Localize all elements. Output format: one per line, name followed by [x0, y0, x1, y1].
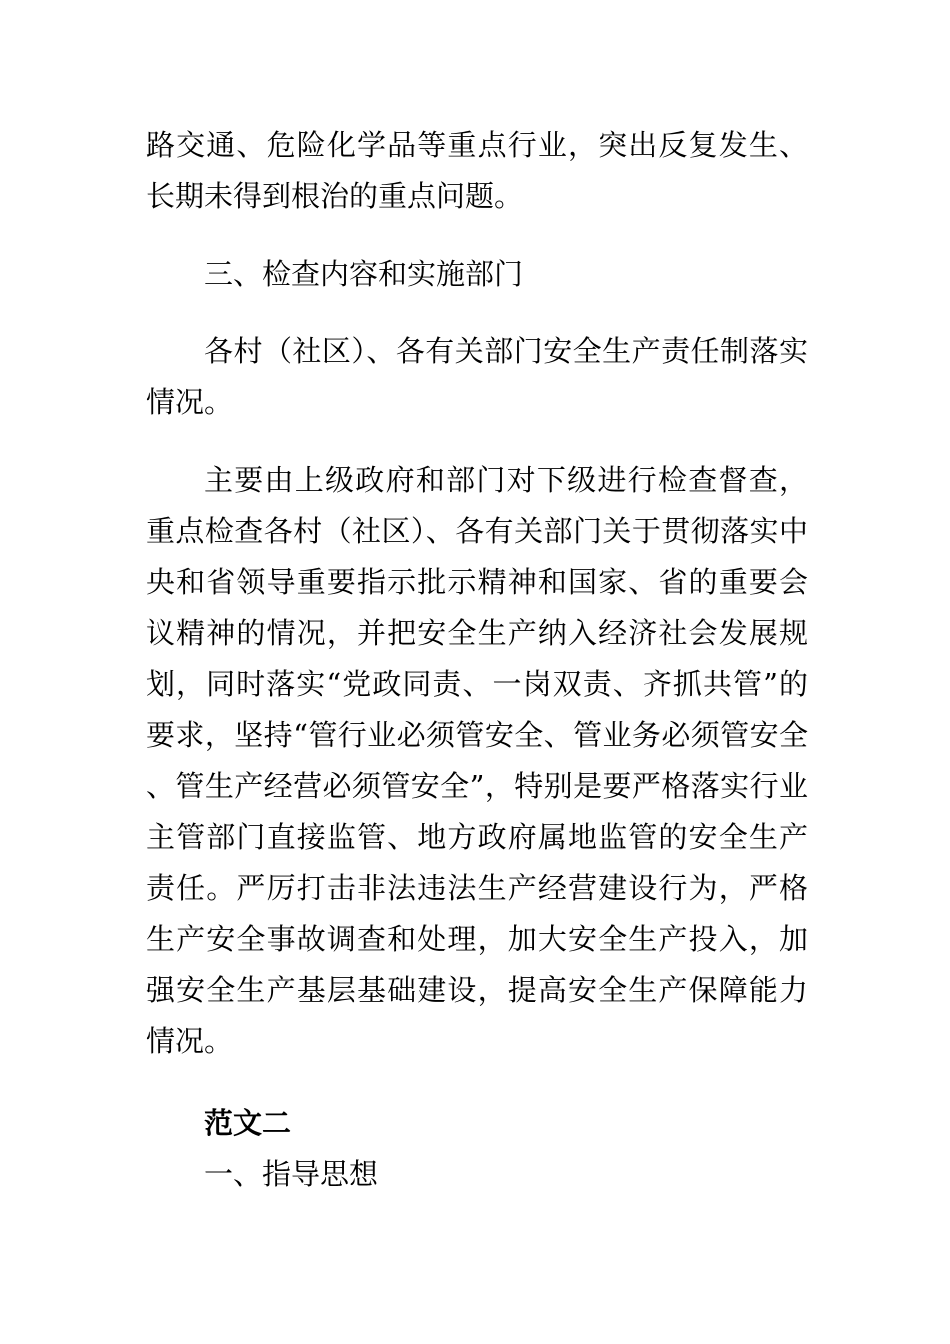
- paragraph-responsibility-system: 各村（社区）、各有关部门安全生产责任制落实情况。: [146, 334, 808, 419]
- paragraph-inspection-details: 主要由上级政府和部门对下级进行检查督查，重点检查各村（社区）、各有关部门关于贯彻落实中央和省领导重要指示批示精神和国家、省的重要会议精神的情况，并把安全生产纳入经济社会发展规划，同时落实“党政同责、一岗双责、齐抓共管”的要求，坚持“管行业必须管安全、管业务必须管安全、管生产经营必须管安全”，特别是要严格落实行业主管部门直接监管、地方政府属地监管的安全生产责任。严厉打击非法违法生产经营建设行为，严格生产安全事故调查和处理，加大安全生产投入，加强安全生产基层基础建设，提高安全生产保障能力情况。: [146, 463, 808, 1058]
- heading-inspection-content: 三、检查内容和实施部门: [204, 257, 524, 291]
- section-title: 范文二: [204, 1106, 292, 1140]
- document-page: [146, 120, 808, 1200]
- paragraph-key-industries: 路交通、危险化学品等重点行业，突出反复发生、长期未得到根治的重点问题。: [146, 128, 808, 213]
- subsection-title: 一、指导思想: [204, 1157, 379, 1191]
